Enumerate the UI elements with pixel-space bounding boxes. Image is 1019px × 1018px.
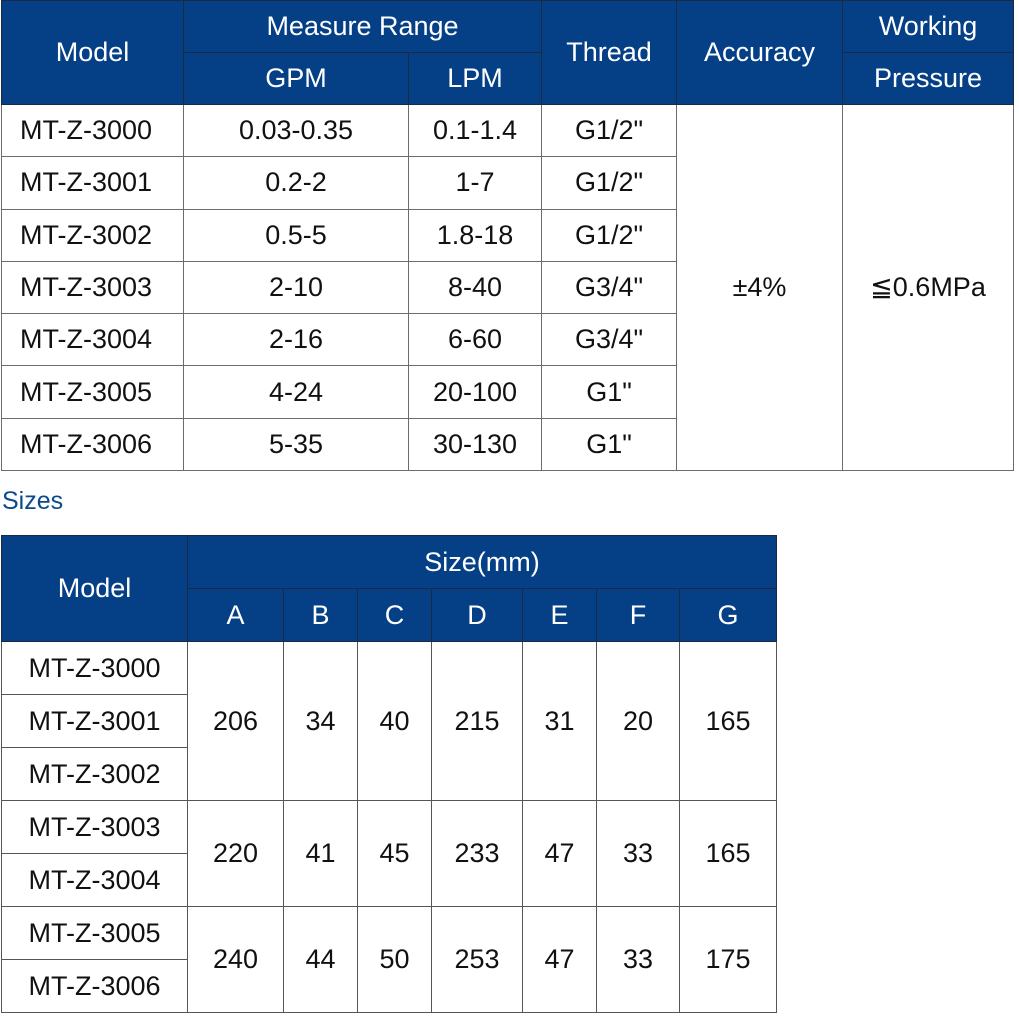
gpm-cell: 4-24: [184, 366, 409, 418]
header-working-pressure-line1: Working: [843, 1, 1014, 53]
size-f-cell: 33: [597, 801, 680, 907]
model-cell: MT-Z-3006: [2, 418, 184, 470]
size-d-cell: 233: [432, 801, 523, 907]
model-cell: MT-Z-3001: [2, 695, 188, 748]
lpm-cell: 30-130: [409, 418, 542, 470]
spec-table: [1, 0, 1014, 471]
size-e-cell: 31: [523, 642, 597, 801]
header-measure-range: Measure Range: [184, 1, 542, 53]
header-model: Model: [2, 1, 184, 105]
size-a-cell: 240: [188, 907, 284, 1013]
header-model: Model: [2, 536, 188, 642]
size-d-cell: 253: [432, 907, 523, 1013]
size-c-cell: 40: [358, 642, 432, 801]
header-g: G: [680, 589, 777, 642]
size-a-cell: 220: [188, 801, 284, 907]
size-b-cell: 44: [284, 907, 358, 1013]
sizes-table: [1, 535, 777, 1013]
size-d-cell: 215: [432, 642, 523, 801]
header-size-mm: Size(mm): [188, 536, 777, 589]
size-e-cell: 47: [523, 801, 597, 907]
header-lpm: LPM: [409, 53, 542, 105]
size-a-cell: 206: [188, 642, 284, 801]
size-b-cell: 34: [284, 642, 358, 801]
lpm-cell: 1-7: [409, 157, 542, 209]
size-f-cell: 20: [597, 642, 680, 801]
size-c-cell: 45: [358, 801, 432, 907]
thread-cell: G3/4": [542, 314, 677, 366]
sizes-heading: Sizes: [2, 487, 64, 515]
gpm-cell: 0.5-5: [184, 209, 409, 261]
thread-cell: G1/2": [542, 209, 677, 261]
size-g-cell: 165: [680, 801, 777, 907]
size-b-cell: 41: [284, 801, 358, 907]
thread-cell: G1/2": [542, 105, 677, 157]
model-cell: MT-Z-3004: [2, 314, 184, 366]
thread-cell: G1": [542, 366, 677, 418]
header-c: C: [358, 589, 432, 642]
lpm-cell: 8-40: [409, 261, 542, 313]
header-accuracy: Accuracy: [677, 1, 843, 105]
model-cell: MT-Z-3003: [2, 801, 188, 854]
header-a: A: [188, 589, 284, 642]
model-cell: MT-Z-3002: [2, 209, 184, 261]
size-e-cell: 47: [523, 907, 597, 1013]
accuracy-cell: ±4%: [677, 105, 843, 471]
header-thread: Thread: [542, 1, 677, 105]
header-d: D: [432, 589, 523, 642]
working-pressure-cell: ≦0.6MPa: [843, 105, 1014, 471]
header-e: E: [523, 589, 597, 642]
thread-cell: G1/2": [542, 157, 677, 209]
thread-cell: G1": [542, 418, 677, 470]
header-working-pressure-line2: Pressure: [843, 53, 1014, 105]
gpm-cell: 2-10: [184, 261, 409, 313]
table-row: [2, 642, 777, 695]
lpm-cell: 6-60: [409, 314, 542, 366]
thread-cell: G3/4": [542, 261, 677, 313]
size-f-cell: 33: [597, 907, 680, 1013]
gpm-cell: 5-35: [184, 418, 409, 470]
table-row: [2, 105, 1014, 157]
lpm-cell: 1.8-18: [409, 209, 542, 261]
lpm-cell: 0.1-1.4: [409, 105, 542, 157]
model-cell: MT-Z-3004: [2, 854, 188, 907]
gpm-cell: 0.03-0.35: [184, 105, 409, 157]
model-cell: MT-Z-3002: [2, 748, 188, 801]
model-cell: MT-Z-3000: [2, 105, 184, 157]
table-row: [2, 801, 777, 854]
gpm-cell: 2-16: [184, 314, 409, 366]
table-row: [2, 907, 777, 960]
gpm-cell: 0.2-2: [184, 157, 409, 209]
lpm-cell: 20-100: [409, 366, 542, 418]
header-b: B: [284, 589, 358, 642]
size-g-cell: 165: [680, 642, 777, 801]
model-cell: MT-Z-3003: [2, 261, 184, 313]
size-c-cell: 50: [358, 907, 432, 1013]
size-g-cell: 175: [680, 907, 777, 1013]
model-cell: MT-Z-3006: [2, 960, 188, 1013]
model-cell: MT-Z-3005: [2, 366, 184, 418]
header-f: F: [597, 589, 680, 642]
header-gpm: GPM: [184, 53, 409, 105]
model-cell: MT-Z-3000: [2, 642, 188, 695]
model-cell: MT-Z-3005: [2, 907, 188, 960]
model-cell: MT-Z-3001: [2, 157, 184, 209]
